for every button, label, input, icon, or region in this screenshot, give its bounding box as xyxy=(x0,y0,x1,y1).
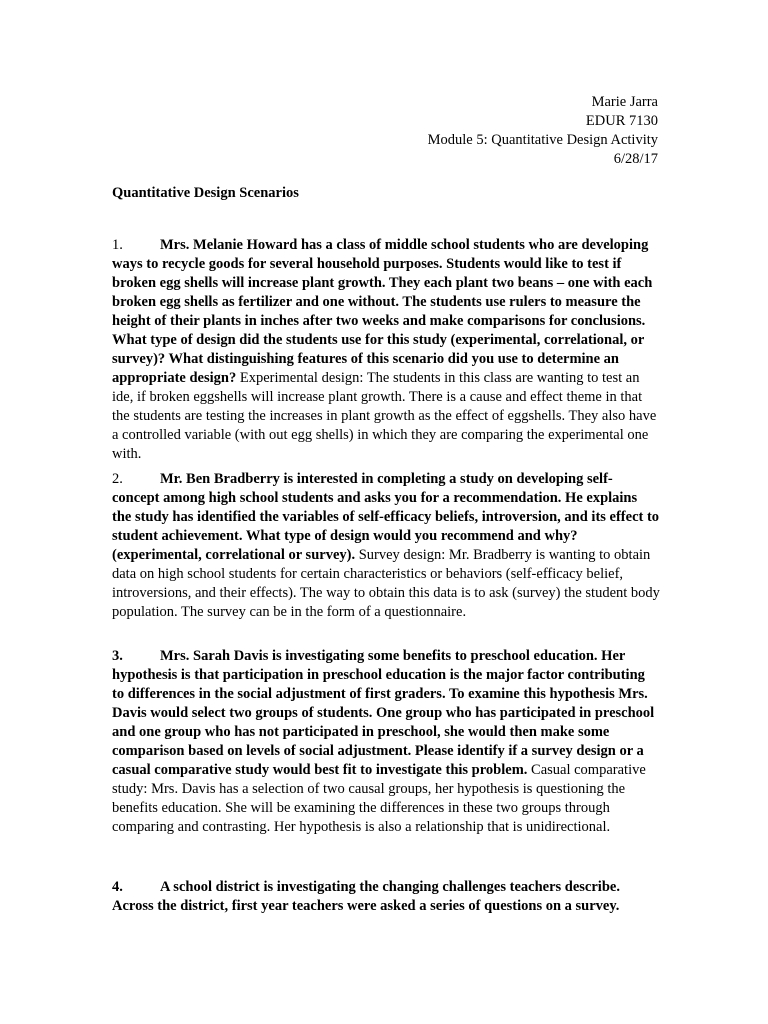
question-prompt: Mrs. Melanie Howard has a class of middle school students who are developing ways to recycle goods for several household purposes. Students would like to test if broken egg shells will increase plant growth. They each plant two beans – one with each broken egg shells as fertilizer and one without. The students use rulers to measure the height of their plants in inches after two weeks and make comparisons for conclusions. What type of design did the students use for this study (experimental, correlational, or survey)? What distinguishing features of this scenario did you use to determine an appropriate design? xyxy=(112,237,653,386)
document-header xyxy=(428,93,658,169)
question-prompt: A school district is investigating the changing challenges teachers describe. Across the district, first year teachers were asked a series of questions on a survey. xyxy=(112,879,620,914)
question-answer: Experimental design: The students in this class are wanting to test an ide, if broken eggshells will increase plant growth. There is a cause and effect theme in that the students are testing the increases in plant growth as the effect of eggshells. They also have a controlled variable (with out egg shells) in which they are comparing the experimental one with. xyxy=(112,370,657,462)
question-prompt: Mr. Ben Bradberry is interested in completing a study on developing self-concept among high school students and asks you for a recommendation. He explains the study has identified the variables of self-efficacy beliefs, introversion, and its effect to student achievement. What type of design would you recommend and why? (experimental, correlational or survey). xyxy=(112,471,660,563)
module-title: Module 5: Quantitative Design Activity xyxy=(427,132,658,148)
question-3 xyxy=(112,647,660,837)
document-title: Quantitative Design Scenarios xyxy=(112,185,299,201)
question-answer: Casual comparative study: Mrs. Davis has a selection of two causal groups, her hypothesis is questioning the benefits education. She will be examining the differences in these two groups through comparing and contrasting. Her hypothesis is also a relationship that is unidirectional. xyxy=(112,762,646,835)
author-name: Marie Jarra xyxy=(591,94,658,110)
question-number: 2. xyxy=(112,471,123,487)
question-answer: Survey design: Mr. Bradberry is wanting to obtain data on high school students for certain characteristics or behaviors (self-efficacy belief, introversions, and their effects). The way to obtain this data is to ask (survey) the student body population. The survey can be in the form of a questionnaire. xyxy=(112,547,660,620)
question-number: 3. xyxy=(112,648,123,664)
question-number: 4. xyxy=(112,879,123,895)
question-4 xyxy=(112,878,660,916)
document-date: 6/28/17 xyxy=(613,151,658,167)
question-prompt: Mrs. Sarah Davis is investigating some benefits to preschool education. Her hypothesis is that participation in preschool education is the major factor contributing to differences in the social adjustment of first graders. To examine this hypothesis Mrs. Davis would select two groups of students. One group who has participated in preschool and one group who has not participated in preschool, she would then make some comparison based on levels of social adjustment. Please identify if a survey design or a casual comparative study would best fit to investigate this problem. xyxy=(112,648,655,778)
course-code: EDUR 7130 xyxy=(585,113,658,129)
question-1 xyxy=(112,236,660,464)
question-2 xyxy=(112,470,660,622)
question-number: 1. xyxy=(112,237,123,253)
